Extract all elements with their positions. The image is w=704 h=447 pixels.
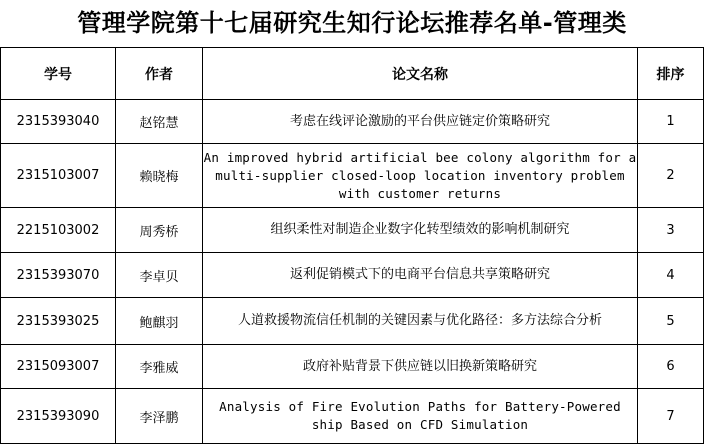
student-id-cell: 2315393090 xyxy=(1,389,116,444)
author-cell: 李卓贝 xyxy=(116,253,203,298)
rank-cell: 3 xyxy=(638,208,704,253)
student-id-cell: 2215103002 xyxy=(1,208,116,253)
paper-title-cell: 人道救援物流信任机制的关键因素与优化路径：多方法综合分析 xyxy=(203,298,638,345)
rank-cell: 2 xyxy=(638,144,704,208)
paper-title-cell: 政府补贴背景下供应链以旧换新策略研究 xyxy=(203,345,638,389)
paper-title-cell: Analysis of Fire Evolution Paths for Battery-Powered ship Based on CFD Simulation xyxy=(203,389,638,444)
header-author: 作者 xyxy=(116,48,203,100)
table-row xyxy=(1,298,704,345)
student-id-cell: 2315393070 xyxy=(1,253,116,298)
rank-cell: 7 xyxy=(638,389,704,444)
paper-title-cell: 返利促销模式下的电商平台信息共享策略研究 xyxy=(203,253,638,298)
student-id-cell: 2315103007 xyxy=(1,144,116,208)
student-id-cell: 2315393040 xyxy=(1,100,116,144)
table-row xyxy=(1,345,704,389)
header-rank: 排序 xyxy=(638,48,704,100)
table-row xyxy=(1,389,704,444)
rank-cell: 6 xyxy=(638,345,704,389)
author-cell: 鲍麒羽 xyxy=(116,298,203,345)
author-cell: 赵铭慧 xyxy=(116,100,203,144)
paper-title-cell: An improved hybrid artificial bee colony algorithm for a multi-supplier closed-loop location inventory problem with customer returns xyxy=(203,144,638,208)
page-title: 管理学院第十七届研究生知行论坛推荐名单-管理类 xyxy=(77,9,627,37)
author-cell: 周秀桥 xyxy=(116,208,203,253)
recommendation-table xyxy=(0,47,704,444)
table-row xyxy=(1,100,704,144)
header-paper-title: 论文名称 xyxy=(203,48,638,100)
table-row xyxy=(1,144,704,208)
paper-title-cell: 组织柔性对制造企业数字化转型绩效的影响机制研究 xyxy=(203,208,638,253)
paper-title-cell: 考虑在线评论激励的平台供应链定价策略研究 xyxy=(203,100,638,144)
author-cell: 李泽鹏 xyxy=(116,389,203,444)
author-cell: 赖晓梅 xyxy=(116,144,203,208)
table-header-row xyxy=(1,48,704,100)
rank-cell: 4 xyxy=(638,253,704,298)
rank-cell: 5 xyxy=(638,298,704,345)
rank-cell: 1 xyxy=(638,100,704,144)
table-row xyxy=(1,208,704,253)
header-student-id: 学号 xyxy=(1,48,116,100)
author-cell: 李雅威 xyxy=(116,345,203,389)
student-id-cell: 2315393025 xyxy=(1,298,116,345)
table-row xyxy=(1,253,704,298)
student-id-cell: 2315093007 xyxy=(1,345,116,389)
